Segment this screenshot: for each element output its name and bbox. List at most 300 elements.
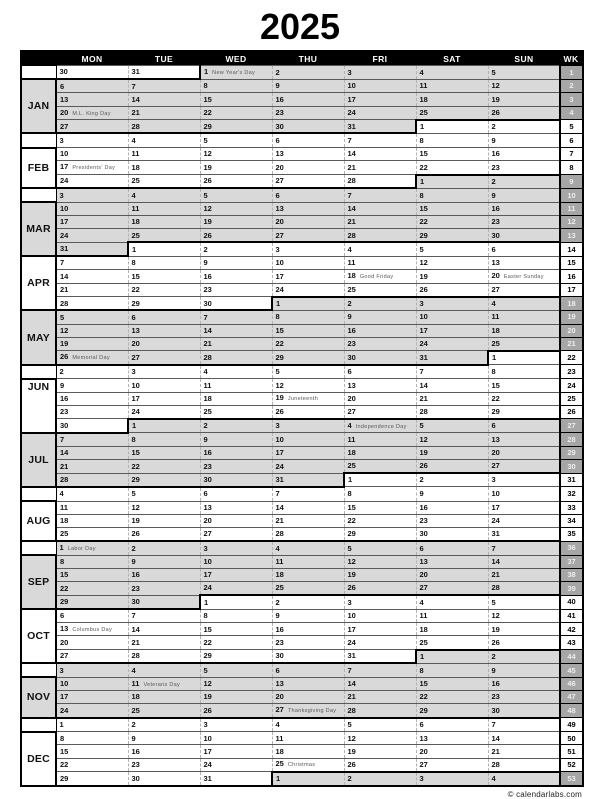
date-cell <box>272 772 344 786</box>
week-number-cell: 51 <box>560 745 583 758</box>
date-number: 14 <box>491 557 500 567</box>
date-cell <box>344 541 416 555</box>
date-number: 28 <box>419 407 428 417</box>
date-cell <box>344 229 416 243</box>
date-cell <box>416 283 488 297</box>
date-cell <box>488 175 560 189</box>
date-cell <box>56 216 128 229</box>
holiday-label: Thanksgiving Day <box>287 708 337 715</box>
date-cell <box>488 718 560 732</box>
date-cell <box>344 256 416 270</box>
date-cell <box>488 93 560 106</box>
date-cell <box>56 161 128 175</box>
date-cell <box>56 582 128 596</box>
date-cell <box>200 473 272 487</box>
week-row <box>21 459 583 473</box>
week-number-cell: 15 <box>560 256 583 270</box>
date-cell <box>416 718 488 732</box>
date-cell <box>344 419 416 433</box>
date-number: 21 <box>419 393 428 403</box>
date-cell <box>344 691 416 704</box>
date-cell <box>200 636 272 650</box>
week-row <box>21 650 583 664</box>
date-number: 19 <box>275 393 284 403</box>
date-number: 13 <box>419 557 428 567</box>
date-number: 12 <box>60 325 69 335</box>
date-number: 17 <box>275 271 284 281</box>
date-number: 2 <box>131 720 136 730</box>
date-number: 24 <box>60 705 69 715</box>
date-number: 30 <box>347 352 356 362</box>
date-number: 10 <box>347 611 356 621</box>
holiday-label: Juneteenth <box>287 396 319 403</box>
week-number-cell: 46 <box>560 677 583 690</box>
date-cell <box>272 106 344 120</box>
week-number-cell: 39 <box>560 582 583 596</box>
week-number-cell: 7 <box>560 148 583 161</box>
date-number: 3 <box>203 720 208 730</box>
date-number: 18 <box>347 271 356 281</box>
date-number: 13 <box>347 380 356 390</box>
date-cell <box>416 392 488 405</box>
week-row <box>21 310 583 324</box>
date-number: 23 <box>491 692 500 702</box>
month-label: JUL <box>21 433 56 487</box>
date-cell <box>128 541 200 555</box>
date-number: 26 <box>203 705 212 715</box>
date-number: 19 <box>419 448 428 458</box>
week-number-cell: 26 <box>560 405 583 419</box>
week-number-cell: 27 <box>560 419 583 433</box>
date-number: 11 <box>60 502 68 512</box>
week-number-cell: 8 <box>560 161 583 175</box>
date-number: 7 <box>491 720 496 730</box>
date-number: 20 <box>419 746 428 756</box>
date-cell <box>344 473 416 487</box>
week-row <box>21 446 583 459</box>
week-number-cell: 25 <box>560 392 583 405</box>
date-cell <box>488 459 560 473</box>
date-cell <box>56 473 128 487</box>
date-cell <box>344 365 416 379</box>
date-number: 22 <box>419 217 428 227</box>
month-label-empty <box>21 718 56 732</box>
date-cell <box>200 161 272 175</box>
calendar-page <box>0 6 600 799</box>
date-number: 8 <box>131 258 136 268</box>
date-cell <box>200 433 272 447</box>
day-header: SAT <box>416 51 488 66</box>
date-number: 11 <box>419 611 428 621</box>
date-number: 16 <box>131 570 140 580</box>
date-cell <box>416 582 488 596</box>
date-number: 26 <box>203 176 212 186</box>
date-cell <box>200 582 272 596</box>
date-cell <box>200 175 272 189</box>
holiday-label: Columbus Day <box>72 627 113 634</box>
date-cell <box>272 718 344 732</box>
date-number: 14 <box>347 149 356 159</box>
date-cell <box>488 595 560 609</box>
date-number: 23 <box>131 583 140 593</box>
date-number: 5 <box>347 720 352 730</box>
date-cell <box>344 568 416 581</box>
date-number: 23 <box>131 760 140 770</box>
date-cell <box>344 351 416 365</box>
date-cell <box>128 351 200 365</box>
date-cell <box>272 229 344 243</box>
date-cell <box>344 93 416 106</box>
date-number: 31 <box>347 121 356 131</box>
date-cell <box>416 623 488 636</box>
date-cell <box>272 79 344 93</box>
date-number: 25 <box>203 407 212 417</box>
date-cell <box>56 392 128 405</box>
date-number: 12 <box>203 149 212 159</box>
date-cell <box>56 351 128 365</box>
date-cell <box>344 379 416 392</box>
date-number: 30 <box>203 298 212 308</box>
week-number-cell: 16 <box>560 270 583 283</box>
week-row <box>21 405 583 419</box>
date-cell <box>200 188 272 202</box>
date-number: 24 <box>275 284 284 294</box>
date-cell <box>416 66 488 80</box>
date-number: 29 <box>60 597 69 607</box>
date-cell <box>56 379 128 392</box>
date-cell <box>488 405 560 419</box>
date-cell <box>200 93 272 106</box>
date-cell <box>416 175 488 189</box>
date-number: 13 <box>60 624 69 634</box>
week-row <box>21 161 583 175</box>
date-number: 7 <box>491 543 496 553</box>
date-number: 14 <box>275 502 284 512</box>
date-number: 5 <box>203 665 208 675</box>
week-row <box>21 595 583 609</box>
date-number: 28 <box>131 651 140 661</box>
month-label: JUN <box>21 379 56 433</box>
date-number: 2 <box>491 651 496 661</box>
week-row <box>21 256 583 270</box>
date-cell <box>344 148 416 161</box>
date-cell <box>344 324 416 337</box>
date-number: 25 <box>419 637 428 647</box>
date-number: 11 <box>347 258 356 268</box>
date-number: 20 <box>275 217 284 227</box>
week-row <box>21 568 583 581</box>
date-cell <box>272 161 344 175</box>
date-cell <box>56 745 128 758</box>
date-cell <box>272 446 344 459</box>
date-cell <box>344 514 416 527</box>
date-number: 7 <box>419 367 424 377</box>
date-cell <box>344 66 416 80</box>
date-cell <box>56 297 128 311</box>
date-cell <box>56 595 128 609</box>
date-number: 7 <box>131 611 136 621</box>
date-number: 2 <box>203 421 208 431</box>
date-number: 23 <box>491 217 500 227</box>
date-cell <box>56 487 128 501</box>
week-row <box>21 283 583 297</box>
date-number: 10 <box>60 679 69 689</box>
date-cell <box>56 256 128 270</box>
date-cell <box>416 650 488 664</box>
week-number-cell: 20 <box>560 324 583 337</box>
date-cell <box>128 405 200 419</box>
week-header: WK <box>560 51 583 66</box>
date-number: 15 <box>419 204 428 214</box>
month-label: APR <box>21 256 56 310</box>
date-number: 18 <box>60 516 69 526</box>
date-number: 14 <box>131 94 140 104</box>
month-label-empty <box>21 133 56 147</box>
week-number-cell: 33 <box>560 501 583 514</box>
date-cell <box>128 337 200 351</box>
date-number: 6 <box>275 665 280 675</box>
date-number: 16 <box>419 502 428 512</box>
date-number: 29 <box>491 407 500 417</box>
date-cell <box>272 501 344 514</box>
date-number: 29 <box>60 773 69 783</box>
month-label: MAY <box>21 310 56 364</box>
date-number: 9 <box>419 489 424 499</box>
week-row <box>21 120 583 134</box>
date-cell <box>272 283 344 297</box>
date-cell <box>128 297 200 311</box>
date-number: 7 <box>347 665 352 675</box>
date-number: 18 <box>491 325 500 335</box>
date-cell <box>488 216 560 229</box>
date-cell <box>200 623 272 636</box>
date-cell <box>128 229 200 243</box>
date-number: 27 <box>347 407 356 417</box>
date-cell <box>200 555 272 568</box>
date-cell <box>416 541 488 555</box>
date-number: 26 <box>419 284 428 294</box>
week-row <box>21 582 583 596</box>
date-number: 25 <box>347 461 356 471</box>
date-cell <box>416 514 488 527</box>
date-cell <box>200 677 272 690</box>
date-cell <box>128 473 200 487</box>
date-number: 28 <box>347 230 356 240</box>
date-cell <box>416 216 488 229</box>
date-number: 21 <box>275 516 284 526</box>
date-cell <box>488 337 560 351</box>
date-number: 4 <box>203 367 208 377</box>
date-number: 11 <box>275 733 284 743</box>
date-cell <box>200 133 272 147</box>
date-number: 1 <box>492 353 497 363</box>
date-number: 9 <box>491 190 496 200</box>
date-number: 8 <box>60 733 65 743</box>
date-cell <box>344 623 416 636</box>
date-number: 15 <box>131 448 140 458</box>
week-number-cell: 45 <box>560 663 583 677</box>
date-cell <box>344 446 416 459</box>
week-number-cell: 53 <box>560 772 583 786</box>
date-number: 8 <box>347 489 352 499</box>
date-number: 19 <box>347 570 356 580</box>
date-number: 16 <box>203 448 212 458</box>
date-number: 25 <box>275 759 284 769</box>
date-number: 13 <box>275 204 284 214</box>
date-cell <box>200 663 272 677</box>
week-row <box>21 623 583 636</box>
date-cell <box>200 379 272 392</box>
holiday-label: M.L. King Day <box>72 110 111 117</box>
week-row <box>21 745 583 758</box>
date-number: 3 <box>59 665 64 675</box>
date-number: 12 <box>347 557 356 567</box>
date-number: 13 <box>491 434 500 444</box>
date-cell <box>272 487 344 501</box>
date-cell <box>56 202 128 215</box>
date-cell <box>56 677 128 690</box>
week-number-cell: 6 <box>560 133 583 147</box>
date-cell <box>56 501 128 514</box>
date-cell <box>344 555 416 568</box>
date-number: 6 <box>275 136 280 146</box>
date-cell <box>128 161 200 175</box>
date-cell <box>56 242 128 256</box>
date-cell <box>344 732 416 745</box>
week-number-cell: 28 <box>560 433 583 447</box>
date-cell <box>128 582 200 596</box>
date-number: 10 <box>419 312 428 322</box>
date-cell <box>272 133 344 147</box>
date-number: 16 <box>347 325 356 335</box>
date-number: 31 <box>60 244 69 254</box>
date-number: 3 <box>419 774 424 784</box>
date-number: 14 <box>60 271 69 281</box>
date-number: 29 <box>419 705 428 715</box>
date-cell <box>128 106 200 120</box>
date-number: 19 <box>203 217 212 227</box>
month-label-empty <box>21 541 56 555</box>
date-cell <box>344 609 416 623</box>
date-cell <box>488 636 560 650</box>
date-cell <box>200 459 272 473</box>
date-number: 21 <box>491 570 500 580</box>
date-number: 25 <box>131 705 140 715</box>
date-number: 29 <box>203 651 212 661</box>
date-number: 19 <box>203 692 212 702</box>
date-number: 21 <box>60 285 69 295</box>
month-label: MAR <box>21 202 56 256</box>
date-cell <box>200 419 272 433</box>
date-cell <box>56 691 128 704</box>
holiday-label: Labor Day <box>67 546 96 553</box>
date-number: 9 <box>203 434 208 444</box>
date-number: 30 <box>275 651 284 661</box>
date-cell <box>272 609 344 623</box>
date-number: 22 <box>419 692 428 702</box>
date-cell <box>128 732 200 745</box>
date-cell <box>128 772 200 786</box>
week-number-cell: 13 <box>560 229 583 243</box>
date-number: 11 <box>203 380 212 390</box>
week-number-cell: 30 <box>560 459 583 473</box>
week-row <box>21 433 583 447</box>
date-cell <box>488 446 560 459</box>
date-number: 21 <box>131 637 140 647</box>
date-number: 25 <box>419 107 428 117</box>
date-cell <box>272 732 344 745</box>
date-number: 12 <box>203 679 212 689</box>
date-cell <box>128 568 200 581</box>
date-cell <box>416 555 488 568</box>
date-number: 18 <box>275 570 284 580</box>
date-number: 15 <box>203 624 212 634</box>
date-cell <box>488 758 560 772</box>
copyright: © calendarlabs.com <box>507 789 582 799</box>
week-number-cell: 48 <box>560 704 583 718</box>
date-cell <box>488 473 560 487</box>
date-number: 5 <box>275 367 280 377</box>
date-number: 28 <box>203 352 212 362</box>
date-number: 10 <box>275 258 284 268</box>
date-cell <box>128 216 200 229</box>
date-cell <box>488 555 560 568</box>
date-cell <box>200 772 272 786</box>
week-row <box>21 514 583 527</box>
date-number: 16 <box>131 746 140 756</box>
date-cell <box>56 365 128 379</box>
date-cell <box>272 310 344 324</box>
date-number: 27 <box>275 705 284 715</box>
date-number: 20 <box>275 162 284 172</box>
date-cell <box>200 609 272 623</box>
date-cell <box>488 650 560 664</box>
date-cell <box>56 650 128 664</box>
date-number: 8 <box>203 611 208 621</box>
date-number: 30 <box>275 121 284 131</box>
date-cell <box>488 487 560 501</box>
date-cell <box>272 650 344 664</box>
date-cell <box>128 283 200 297</box>
date-number: 16 <box>203 271 212 281</box>
date-number: 1 <box>420 122 425 132</box>
date-number: 6 <box>419 720 424 730</box>
date-number: 5 <box>60 312 65 322</box>
date-number: 26 <box>491 107 500 117</box>
date-cell <box>128 501 200 514</box>
date-cell <box>128 650 200 664</box>
date-cell <box>416 473 488 487</box>
date-cell <box>416 446 488 459</box>
date-cell <box>416 351 488 365</box>
date-number: 24 <box>419 339 428 349</box>
date-number: 5 <box>347 543 352 553</box>
date-cell <box>488 392 560 405</box>
week-number-cell: 5 <box>560 120 583 134</box>
date-number: 1 <box>204 597 209 607</box>
date-cell <box>128 487 200 501</box>
date-number: 23 <box>275 637 284 647</box>
date-cell <box>344 310 416 324</box>
date-number: 26 <box>347 583 356 593</box>
date-number: 13 <box>131 325 140 335</box>
date-number: 11 <box>131 204 140 214</box>
date-cell <box>488 297 560 311</box>
date-cell <box>344 745 416 758</box>
date-number: 29 <box>419 230 428 240</box>
date-number: 1 <box>348 475 353 485</box>
week-row <box>21 216 583 229</box>
